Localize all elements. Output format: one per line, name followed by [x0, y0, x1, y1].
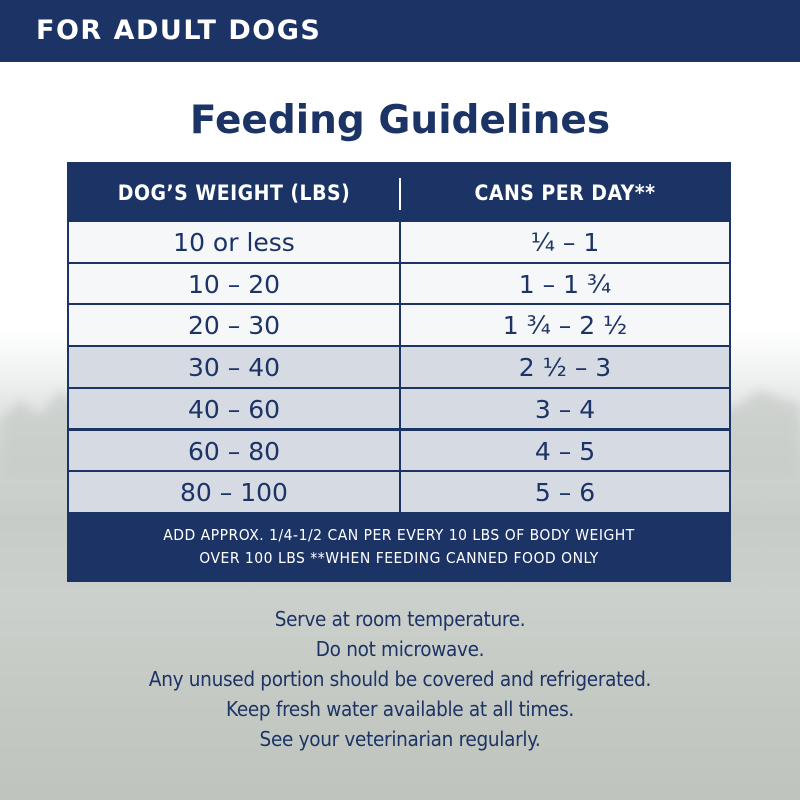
- header-dog-weight: DOG’S WEIGHT (LBS): [117, 181, 351, 205]
- table-header: [69, 164, 729, 222]
- table-row: [69, 389, 729, 429]
- cell-cans: ¼ – 1: [530, 228, 600, 257]
- note-no-microwave: Do not microwave.: [315, 637, 485, 661]
- top-banner: [0, 0, 800, 62]
- cell-weight: 40 – 60: [187, 394, 281, 424]
- cell-weight: 10 – 20: [187, 269, 281, 299]
- footer-line-2: OVER 100 LBS **WHEN FEEDING CANNED FOOD ONLY: [199, 549, 599, 567]
- feeding-table: [67, 162, 731, 582]
- cell-cans: 2 ½ – 3: [518, 353, 612, 383]
- footer-line-1: ADD APPROX. 1/4-1/2 CAN PER EVERY 10 LBS OF BODY WEIGHT: [163, 526, 635, 544]
- table-body: [69, 222, 729, 514]
- note-fresh-water: Keep fresh water available at all times.: [226, 697, 574, 721]
- table-row: [69, 305, 729, 345]
- cell-cans: 5 – 6: [534, 478, 596, 508]
- table-footer-note: [69, 514, 729, 580]
- note-cover-refrigerate: Any unused portion should be covered and refrigerated.: [148, 667, 652, 691]
- table-row: [69, 222, 729, 262]
- note-room-temperature: Serve at room temperature.: [274, 607, 526, 631]
- cell-weight: 10 or less: [173, 228, 295, 257]
- cell-cans: 1 ¾ – 2 ½: [502, 311, 628, 341]
- cell-weight: 30 – 40: [187, 353, 281, 383]
- table-row: [69, 472, 729, 512]
- table-row: [69, 264, 729, 304]
- table-row: [69, 347, 729, 387]
- banner-label: FOR ADULT DOGS: [36, 15, 322, 46]
- cell-cans: 1 – 1 ¾: [518, 269, 612, 299]
- serving-notes: [0, 604, 800, 754]
- cell-cans: 3 – 4: [534, 394, 596, 424]
- cell-weight: 20 – 30: [187, 311, 281, 341]
- header-cans-per-day: CANS PER DAY**: [474, 181, 656, 205]
- table-row: [69, 431, 729, 471]
- cell-cans: 4 – 5: [534, 436, 596, 466]
- cell-weight: 60 – 80: [187, 436, 281, 466]
- cell-weight: 80 – 100: [180, 478, 288, 508]
- page-title: Feeding Guidelines: [189, 98, 611, 143]
- note-see-veterinarian: See your veterinarian regularly.: [259, 727, 541, 751]
